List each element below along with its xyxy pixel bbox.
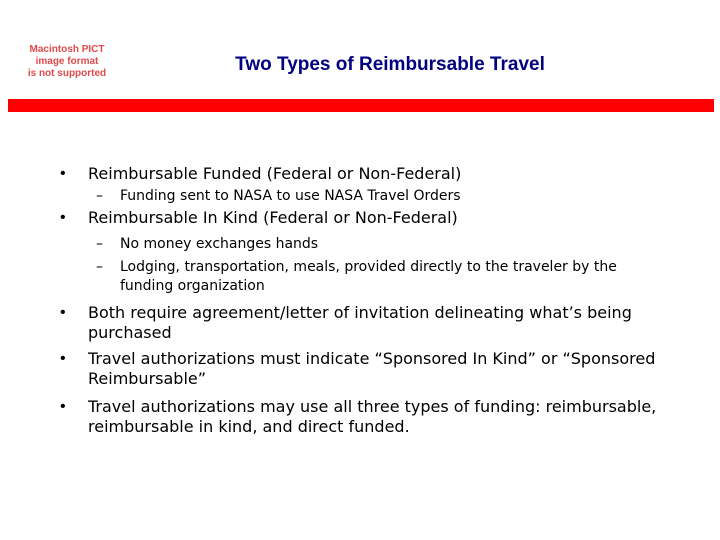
bullet-text-line-2: purchased <box>88 323 172 342</box>
bullet-dot: • <box>60 165 66 182</box>
bullet-text: Reimbursable In Kind (Federal or Non-Federal) <box>88 208 458 227</box>
placeholder-line-1: Macintosh PICT <box>29 44 105 55</box>
bullet-dot: • <box>60 209 66 226</box>
bullet-text-line-1: Travel authorizations may use all three types of funding: reimbursable, <box>88 397 657 416</box>
sub-bullet-text-line-1: Lodging, transportation, meals, provided directly to the traveler by the <box>120 259 617 275</box>
bullet-dot: • <box>60 398 66 415</box>
placeholder-line-2: image format <box>35 56 99 67</box>
sub-bullet-text: No money exchanges hands <box>120 236 319 252</box>
slide-title: Two Types of Reimbursable Travel <box>235 54 545 75</box>
bullet-dot: • <box>60 350 66 367</box>
bullet-text-line-1: Both require agreement/letter of invitation delineating what’s being <box>88 303 632 322</box>
sub-bullet-dash: – <box>96 236 103 252</box>
title-divider-bar <box>8 99 714 112</box>
bullet-text: Reimbursable Funded (Federal or Non-Federal) <box>88 164 462 183</box>
bullet-text-line-2: reimbursable in kind, and direct funded. <box>88 417 410 436</box>
sub-bullet-dash: – <box>96 188 103 204</box>
bullet-text-line-2: Reimbursable” <box>88 369 207 388</box>
unsupported-image-placeholder <box>22 44 112 80</box>
sub-bullet-dash: – <box>96 259 103 275</box>
placeholder-line-3: is not supported <box>27 68 107 79</box>
bullet-dot: • <box>60 304 66 321</box>
sub-bullet-text-line-2: funding organization <box>120 278 265 294</box>
sub-bullet-text: Funding sent to NASA to use NASA Travel Orders <box>120 188 461 204</box>
bullet-text-line-1: Travel authorizations must indicate “Sponsored In Kind” or “Sponsored <box>88 349 656 368</box>
